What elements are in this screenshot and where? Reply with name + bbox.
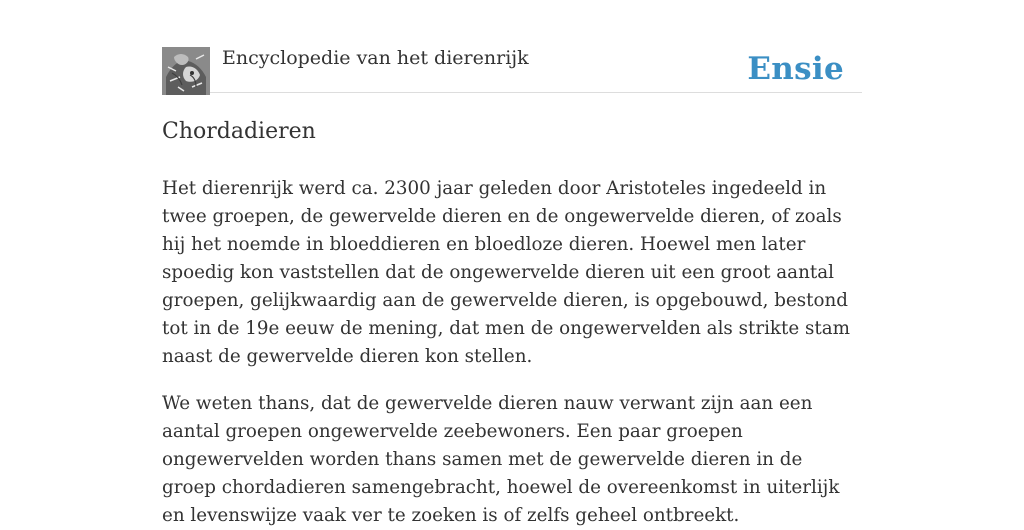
- animal-engraving-icon: [162, 47, 210, 95]
- source-title[interactable]: Encyclopedie van het dierenrijk: [222, 47, 529, 69]
- article-title: Chordadieren: [162, 119, 316, 144]
- source-avatar[interactable]: [162, 47, 210, 95]
- article-paragraph: We weten thans, dat de gewervelde dieren nauw verwant zijn aan een aantal groepen ongewervelde zeebewoners. Een paar groepen ongewervelden worden thans samen met de gewervelde dieren in de groep chordadieren samengebracht, hoewel de overeenkomst in uiterlijk en levenswijze vaak ver te zoeken is of zelfs geheel ontbreekt.: [162, 393, 840, 526]
- brand-logo[interactable]: Ensie: [747, 51, 844, 87]
- article-paragraph: Het dierenrijk werd ca. 2300 jaar geleden door Aristoteles ingedeeld in twee groepen, de gewervelde dieren en de ongewervelde dieren, of zoals hij het noemde in bloeddieren en bloedloze dieren. Hoewel men later spoedig kon vaststellen dat de ongewervelde dieren uit een groot aantal groepen, gelijkwaardig aan de gewervelde dieren, is opgebouwd, bestond tot in de 19e eeuw de mening, dat men de ongewervelden als strikte stam naast de gewervelde dieren kon stellen.: [162, 178, 850, 367]
- source-header: [162, 0, 862, 93]
- article-page: [162, 0, 862, 530]
